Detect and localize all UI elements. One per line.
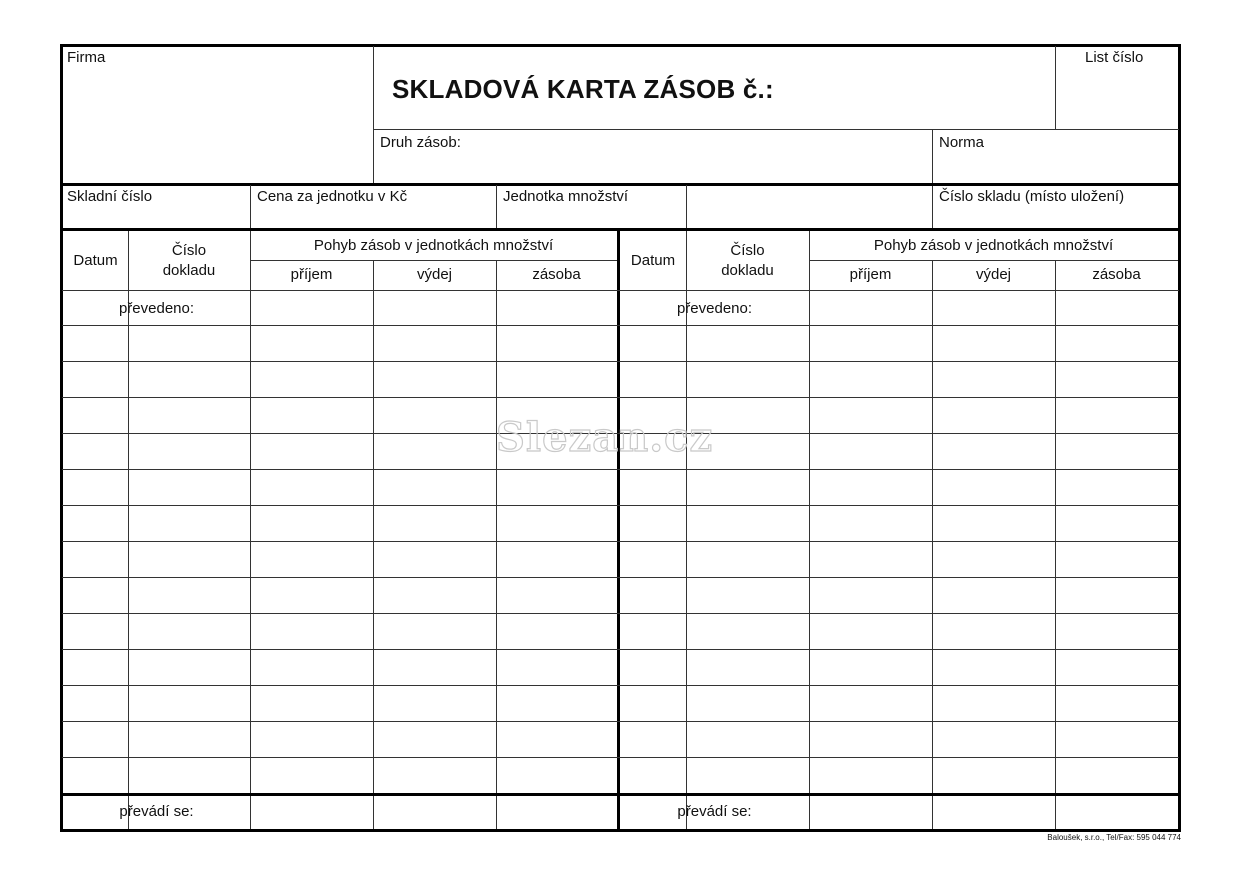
right-ledger-cell[interactable] bbox=[811, 723, 930, 756]
right-ledger-cell[interactable] bbox=[688, 687, 807, 720]
skladni-cislo-label: Skladní číslo bbox=[67, 188, 153, 205]
jednotka-field[interactable] bbox=[688, 187, 930, 227]
left-ledger-cell[interactable] bbox=[65, 579, 126, 612]
left-ledger-cell[interactable] bbox=[375, 579, 494, 612]
right-ledger-cell[interactable] bbox=[934, 687, 1053, 720]
left-prijem-header: příjem bbox=[290, 266, 333, 283]
left-prevedeno-label: převedeno: bbox=[118, 299, 195, 317]
right-ledger-cell[interactable] bbox=[811, 363, 930, 396]
left-ledger-cell[interactable] bbox=[130, 327, 248, 360]
left-ledger-cell[interactable] bbox=[498, 543, 615, 576]
left-ledger-cell[interactable] bbox=[65, 651, 126, 684]
right-ledger-cell[interactable] bbox=[1057, 615, 1176, 648]
right-ledger-cell[interactable] bbox=[934, 651, 1053, 684]
left-ledger-cell[interactable] bbox=[252, 327, 371, 360]
divider bbox=[250, 185, 251, 229]
right-ledger-cell[interactable] bbox=[811, 507, 930, 540]
list-cislo-label: List číslo bbox=[1085, 49, 1144, 66]
divider bbox=[496, 185, 497, 229]
right-ledger-cell[interactable] bbox=[1057, 651, 1176, 684]
left-ledger-cell[interactable] bbox=[498, 759, 615, 794]
left-ledger-cell[interactable] bbox=[65, 399, 126, 432]
left-ledger-cell[interactable] bbox=[65, 507, 126, 540]
right-ledger-cell[interactable] bbox=[688, 327, 807, 360]
right-ledger-cell[interactable] bbox=[1057, 435, 1176, 468]
right-ledger-cell[interactable] bbox=[934, 507, 1053, 540]
left-ledger-cell[interactable] bbox=[130, 363, 248, 396]
right-ledger-cell[interactable] bbox=[934, 327, 1053, 360]
left-ledger-cell[interactable] bbox=[498, 292, 615, 324]
left-ledger-cell[interactable] bbox=[375, 327, 494, 360]
norma-label: Norma bbox=[939, 134, 985, 151]
left-zasoba-header: zásoba bbox=[532, 266, 581, 283]
list-cislo-field[interactable] bbox=[1057, 70, 1175, 128]
left-ledger-cell[interactable] bbox=[130, 687, 248, 720]
left-datum-header: Datum bbox=[73, 251, 118, 269]
right-ledger-cell[interactable] bbox=[622, 615, 684, 648]
left-prevadi-label: převádí se: bbox=[119, 803, 194, 820]
left-ledger-cell[interactable] bbox=[65, 615, 126, 648]
left-ledger-cell[interactable] bbox=[252, 435, 371, 468]
left-ledger-cell[interactable] bbox=[252, 507, 371, 540]
left-ledger-cell[interactable] bbox=[375, 507, 494, 540]
page-title: SKLADOVÁ KARTA ZÁSOB č.: bbox=[392, 74, 774, 104]
grid-line bbox=[62, 721, 1179, 722]
grid-line bbox=[62, 505, 1179, 506]
left-cislo-dokladu-header: Číslo dokladu bbox=[162, 241, 216, 279]
druh-zasob-label: Druh zásob: bbox=[380, 134, 461, 151]
left-prevadi-cell[interactable] bbox=[498, 797, 615, 827]
grid-line bbox=[62, 469, 1179, 470]
left-ledger-cell[interactable] bbox=[130, 651, 248, 684]
border-top bbox=[60, 44, 1181, 47]
left-ledger-cell[interactable] bbox=[498, 507, 615, 540]
left-ledger-cell[interactable] bbox=[130, 615, 248, 648]
norma-field[interactable] bbox=[934, 152, 1177, 182]
right-ledger-cell[interactable] bbox=[1057, 579, 1176, 612]
left-ledger-cell[interactable] bbox=[65, 327, 126, 360]
left-vydej-header: výdej bbox=[416, 266, 453, 283]
right-ledger-cell[interactable] bbox=[688, 471, 807, 504]
grid-line bbox=[62, 613, 1179, 614]
right-ledger-cell[interactable] bbox=[811, 615, 930, 648]
left-ledger-cell[interactable] bbox=[498, 327, 615, 360]
border-bottom bbox=[60, 829, 1181, 832]
firma-field[interactable] bbox=[63, 68, 371, 181]
right-ledger-cell[interactable] bbox=[688, 579, 807, 612]
left-ledger-cell[interactable] bbox=[252, 615, 371, 648]
left-ledger-cell[interactable] bbox=[252, 723, 371, 756]
right-ledger-cell[interactable] bbox=[1057, 543, 1176, 576]
left-ledger-cell[interactable] bbox=[252, 363, 371, 396]
left-ledger-cell[interactable] bbox=[498, 723, 615, 756]
grid-line bbox=[62, 577, 1179, 578]
grid-line bbox=[1055, 260, 1056, 829]
right-ledger-cell[interactable] bbox=[934, 543, 1053, 576]
left-ledger-cell[interactable] bbox=[375, 759, 494, 794]
left-ledger-cell[interactable] bbox=[375, 471, 494, 504]
right-ledger-cell[interactable] bbox=[1057, 759, 1176, 794]
right-ledger-cell[interactable] bbox=[622, 723, 684, 756]
right-ledger-cell[interactable] bbox=[1057, 292, 1176, 324]
left-ledger-cell[interactable] bbox=[498, 579, 615, 612]
left-ledger-cell[interactable] bbox=[375, 687, 494, 720]
right-ledger-cell[interactable] bbox=[688, 507, 807, 540]
right-ledger-cell[interactable] bbox=[811, 327, 930, 360]
grid-line bbox=[250, 231, 251, 829]
left-ledger-cell[interactable] bbox=[252, 687, 371, 720]
left-ledger-cell[interactable] bbox=[65, 471, 126, 504]
cena-label: Cena za jednotku v Kč bbox=[257, 188, 408, 205]
left-ledger-cell[interactable] bbox=[375, 363, 494, 396]
cislo-skladu-field[interactable] bbox=[934, 206, 1177, 227]
right-ledger-cell[interactable] bbox=[934, 363, 1053, 396]
divider bbox=[932, 129, 933, 229]
right-ledger-cell[interactable] bbox=[811, 292, 930, 324]
right-ledger-cell[interactable] bbox=[934, 435, 1053, 468]
grid-line bbox=[62, 361, 1179, 362]
right-cislo-dokladu-header: Číslo dokladu bbox=[721, 241, 774, 279]
right-ledger-cell[interactable] bbox=[811, 399, 930, 432]
firma-label: Firma bbox=[67, 49, 106, 66]
right-datum-header: Datum bbox=[630, 251, 676, 269]
right-ledger-cell[interactable] bbox=[622, 687, 684, 720]
right-ledger-cell[interactable] bbox=[1057, 687, 1176, 720]
right-ledger-cell[interactable] bbox=[811, 579, 930, 612]
left-ledger-cell[interactable] bbox=[375, 615, 494, 648]
left-ledger-cell[interactable] bbox=[252, 579, 371, 612]
right-prevadi-cell[interactable] bbox=[811, 797, 930, 827]
cena-field[interactable] bbox=[252, 206, 494, 227]
left-ledger-cell[interactable] bbox=[65, 687, 126, 720]
right-ledger-cell[interactable] bbox=[934, 292, 1053, 324]
left-ledger-cell[interactable] bbox=[130, 759, 248, 794]
right-ledger-cell[interactable] bbox=[622, 543, 684, 576]
right-ledger-cell[interactable] bbox=[934, 579, 1053, 612]
right-prijem-header: příjem bbox=[849, 266, 892, 283]
right-ledger-cell[interactable] bbox=[811, 759, 930, 794]
grid-line bbox=[373, 260, 374, 829]
left-ledger-cell[interactable] bbox=[252, 292, 371, 324]
right-ledger-cell[interactable] bbox=[688, 543, 807, 576]
right-ledger-cell[interactable] bbox=[688, 759, 807, 794]
left-ledger-cell[interactable] bbox=[498, 363, 615, 396]
right-ledger-cell[interactable] bbox=[1057, 471, 1176, 504]
left-ledger-cell[interactable] bbox=[252, 471, 371, 504]
divider bbox=[1055, 46, 1056, 130]
left-ledger-cell[interactable] bbox=[375, 399, 494, 432]
left-ledger-cell[interactable] bbox=[498, 471, 615, 504]
left-ledger-cell[interactable] bbox=[65, 723, 126, 756]
card-number-field[interactable] bbox=[800, 60, 1050, 124]
left-ledger-cell[interactable] bbox=[130, 579, 248, 612]
left-ledger-cell[interactable] bbox=[252, 759, 371, 794]
right-ledger-cell[interactable] bbox=[1057, 507, 1176, 540]
grid-line bbox=[809, 231, 810, 829]
right-ledger-cell[interactable] bbox=[622, 363, 684, 396]
jednotka-label: Jednotka množství bbox=[503, 188, 629, 205]
left-ledger-cell[interactable] bbox=[252, 543, 371, 576]
druh-zasob-field[interactable] bbox=[375, 152, 930, 182]
cislo-skladu-label: Číslo skladu (místo uložení) bbox=[939, 188, 1125, 205]
right-prevadi-cell[interactable] bbox=[934, 797, 1053, 827]
right-ledger-cell[interactable] bbox=[688, 615, 807, 648]
border-right bbox=[1178, 44, 1181, 832]
left-ledger-cell[interactable] bbox=[130, 435, 248, 468]
right-prevadi-label: převádí se: bbox=[677, 803, 752, 820]
right-ledger-cell[interactable] bbox=[622, 579, 684, 612]
right-ledger-cell[interactable] bbox=[688, 651, 807, 684]
left-ledger-cell[interactable] bbox=[498, 651, 615, 684]
right-ledger-cell[interactable] bbox=[811, 687, 930, 720]
watermark: Slezan.cz bbox=[496, 414, 714, 461]
right-ledger-cell[interactable] bbox=[1057, 399, 1176, 432]
grid-line bbox=[496, 260, 497, 829]
right-prevadi-cell[interactable] bbox=[1057, 797, 1176, 827]
left-ledger-cell[interactable] bbox=[65, 759, 126, 794]
left-ledger-cell[interactable] bbox=[375, 292, 494, 324]
left-ledger-cell[interactable] bbox=[130, 543, 248, 576]
right-ledger-cell[interactable] bbox=[934, 615, 1053, 648]
right-ledger-cell[interactable] bbox=[811, 651, 930, 684]
left-ledger-cell[interactable] bbox=[130, 471, 248, 504]
footer-publisher: Baloušek, s.r.o., Tel/Fax: 595 044 774 bbox=[1047, 833, 1181, 842]
right-prevedeno-label: převedeno: bbox=[676, 299, 753, 317]
right-ledger-cell[interactable] bbox=[622, 507, 684, 540]
right-ledger-cell[interactable] bbox=[622, 759, 684, 794]
right-ledger-cell[interactable] bbox=[688, 363, 807, 396]
left-ledger-cell[interactable] bbox=[252, 399, 371, 432]
divider bbox=[60, 183, 1181, 186]
left-prevadi-cell[interactable] bbox=[375, 797, 494, 827]
grid-line bbox=[62, 649, 1179, 650]
divider bbox=[686, 185, 687, 229]
right-ledger-cell[interactable] bbox=[622, 471, 684, 504]
left-ledger-cell[interactable] bbox=[375, 651, 494, 684]
left-ledger-cell[interactable] bbox=[498, 615, 615, 648]
left-ledger-cell[interactable] bbox=[252, 651, 371, 684]
right-ledger-cell[interactable] bbox=[1057, 327, 1176, 360]
right-ledger-cell[interactable] bbox=[622, 651, 684, 684]
right-ledger-cell[interactable] bbox=[934, 399, 1053, 432]
right-ledger-cell[interactable] bbox=[811, 435, 930, 468]
right-pohyb-header: Pohyb zásob v jednotkách množství bbox=[873, 236, 1114, 254]
right-zasoba-header: zásoba bbox=[1092, 266, 1141, 283]
left-pohyb-header: Pohyb zásob v jednotkách množství bbox=[313, 236, 554, 254]
left-ledger-cell[interactable] bbox=[65, 543, 126, 576]
right-ledger-cell[interactable] bbox=[934, 723, 1053, 756]
right-ledger-cell[interactable] bbox=[1057, 723, 1176, 756]
left-ledger-cell[interactable] bbox=[375, 435, 494, 468]
grid-line bbox=[932, 260, 933, 829]
left-ledger-cell[interactable] bbox=[65, 363, 126, 396]
divider bbox=[373, 129, 1179, 130]
grid-line bbox=[62, 541, 1179, 542]
grid-line bbox=[62, 397, 1179, 398]
left-ledger-cell[interactable] bbox=[375, 543, 494, 576]
left-ledger-cell[interactable] bbox=[130, 399, 248, 432]
left-prevadi-cell[interactable] bbox=[252, 797, 371, 827]
grid-line bbox=[62, 685, 1179, 686]
skladni-cislo-field[interactable] bbox=[63, 206, 248, 227]
left-ledger-cell[interactable] bbox=[130, 723, 248, 756]
right-ledger-cell[interactable] bbox=[622, 327, 684, 360]
left-ledger-cell[interactable] bbox=[375, 723, 494, 756]
right-ledger-cell[interactable] bbox=[811, 471, 930, 504]
right-ledger-cell[interactable] bbox=[811, 543, 930, 576]
right-ledger-cell[interactable] bbox=[688, 723, 807, 756]
left-ledger-cell[interactable] bbox=[130, 507, 248, 540]
right-ledger-cell[interactable] bbox=[934, 759, 1053, 794]
right-ledger-cell[interactable] bbox=[1057, 363, 1176, 396]
left-ledger-cell[interactable] bbox=[498, 687, 615, 720]
left-ledger-cell[interactable] bbox=[65, 435, 126, 468]
right-ledger-cell[interactable] bbox=[934, 471, 1053, 504]
right-vydej-header: výdej bbox=[975, 266, 1012, 283]
grid-line bbox=[62, 757, 1179, 758]
divider bbox=[373, 46, 374, 184]
